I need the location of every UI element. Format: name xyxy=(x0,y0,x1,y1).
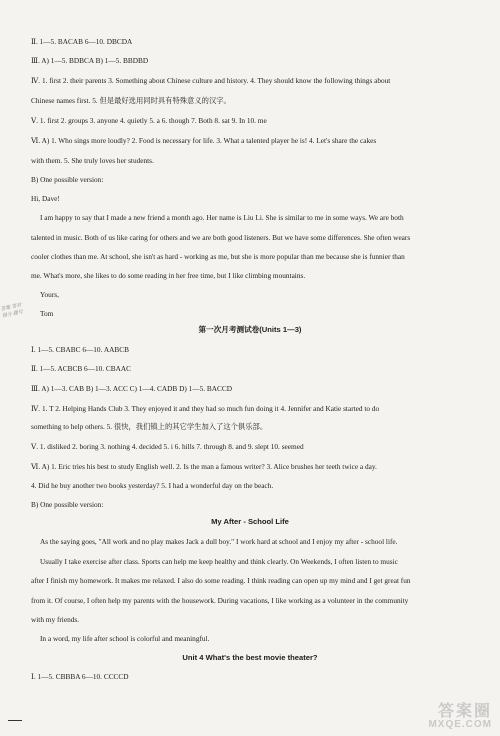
answer-line: Ⅳ. 1. first 2. their parents 3. Something about Chinese culture and history. 4. They should know the following things about xyxy=(31,76,391,85)
letter-signature: Tom xyxy=(40,309,54,318)
letter-line: me. What's more, she likes to do some reading in her free time, but I like climbing mountains. xyxy=(31,271,306,280)
answer-line: something to help others. 5. 很快，我们镇上的其它学生加入了这个俱乐部。 xyxy=(31,422,268,431)
margin-stamp: 答案 答对 得分 题号 xyxy=(0,303,24,320)
letter-closing: Yours, xyxy=(40,290,59,299)
answer-line: B) One possible version: xyxy=(31,175,104,184)
answer-line: Ⅴ. 1. disliked 2. boring 3. nothing 4. decided 5. i 6. hills 7. through 8. and 9. slept 10. seemed xyxy=(31,442,304,451)
answer-line: 4. Did he buy another two books yesterday? 5. I had a wonderful day on the beach. xyxy=(31,481,274,490)
letter-greeting: Hi, Dave! xyxy=(31,194,60,203)
answer-line: Ⅲ. A) 1—5. BDBCA B) 1—5. BBDBD xyxy=(31,56,149,65)
essay-line: Usually I take exercise after class. Sports can help me keep healthy and think clearly. On Weekends, I often listen to music xyxy=(40,557,398,566)
answer-line: B) One possible version: xyxy=(31,500,104,509)
answer-line: Ⅱ. 1—5. ACBCB 6—10. CBAAC xyxy=(31,364,132,373)
answer-line: Ⅱ. 1—5. BACAB 6—10. DBCDA xyxy=(31,37,133,46)
essay-title: My After - School Life xyxy=(211,517,289,526)
answer-line: Chinese names first. 5. 但是最好选用同时具有特殊意义的汉字。 xyxy=(31,96,231,105)
answer-line: Ⅰ. 1—5. CBBBA 6—10. CCCCD xyxy=(31,672,129,681)
watermark-logo xyxy=(402,704,492,732)
page-edge-mark xyxy=(8,720,22,721)
essay-line: In a word, my life after school is colorful and meaningful. xyxy=(40,634,210,643)
answer-line: Ⅴ. 1. first 2. groups 3. anyone 4. quietly 5. a 6. though 7. Both 8. sat 9. In 10. me xyxy=(31,116,267,125)
answer-line: Ⅲ. A) 1—3. CAB B) 1—3. ACC C) 1—4. CADB D) 1—5. BACCD xyxy=(31,384,233,393)
watermark-url: MXQE.COM xyxy=(428,719,492,730)
answer-line: with them. 5. She truly loves her students. xyxy=(31,156,154,165)
essay-line: As the saying goes, "All work and no play makes Jack a dull boy." I work hard at school and I enjoy my after - school life. xyxy=(40,537,398,546)
answer-line: Ⅵ. A) 1. Eric tries his best to study English well. 2. Is the man a famous writer? 3. Alice brushes her teeth twice a day. xyxy=(31,462,377,471)
essay-line: after I finish my homework. It makes me relaxed. I also do some reading. I think reading can open up my mind and I get great fun xyxy=(31,576,411,585)
answer-line: Ⅰ. 1—5. CBABC 6—10. AABCB xyxy=(31,345,129,354)
section-title: 第一次月考测试卷(Units 1—3) xyxy=(198,325,302,334)
essay-line: with my friends. xyxy=(31,615,80,624)
letter-line: I am happy to say that I made a new friend a month ago. Her name is Liu Li. She is similar to me in some ways. We are both xyxy=(40,213,404,222)
unit-title: Unit 4 What's the best movie theater? xyxy=(182,653,318,662)
answer-line: Ⅳ. 1. T 2. Helping Hands Club 3. They enjoyed it and they had so much fun doing it 4. Jennifer and Katie started to do xyxy=(31,404,380,413)
letter-line: talented in music. Both of us like caring for others and we are both good listeners. But we have some differences. She often wears xyxy=(31,233,411,242)
letter-line: cooler clothes than me. At school, she isn't as hard - working as me, but she is more popular than me because she is funnier than xyxy=(31,252,405,261)
answer-line: Ⅵ. A) 1. Who sings more loudly? 2. Food is necessary for life. 3. What a talented player he is! 4. Let's share the cakes xyxy=(31,136,377,145)
essay-line: from it. Of course, I often help my parents with the housework. During vacations, I like working as a volunteer in the community xyxy=(31,596,409,605)
watermark-text: 答案圈 xyxy=(437,703,492,720)
